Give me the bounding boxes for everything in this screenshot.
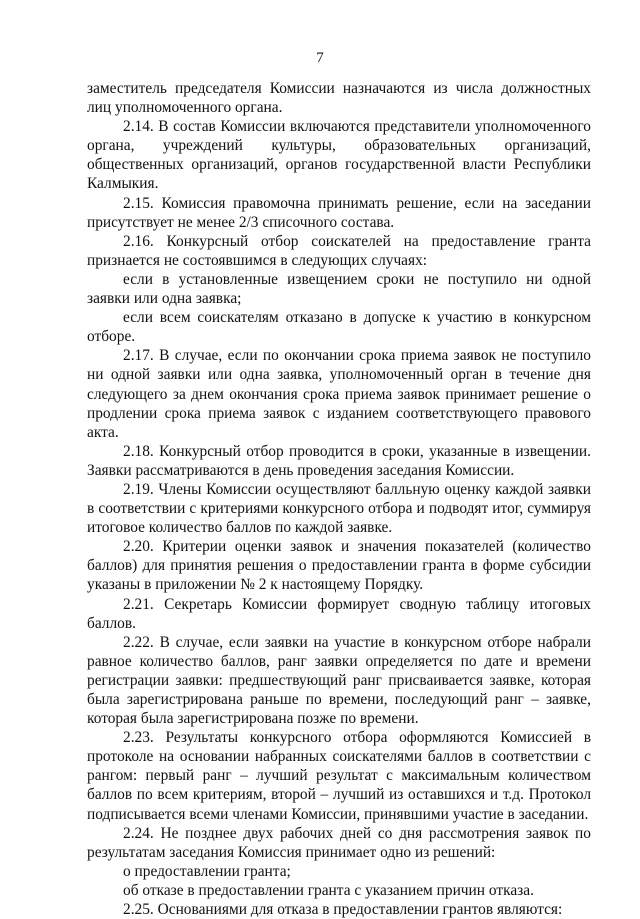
paragraph: 2.14. В состав Комиссии включаются представители уполномоченного органа, учреждений культуры, образовательных организаций, общественных организаций, органов государственной власти Республики Калмыкия. bbox=[87, 118, 591, 193]
paragraph: заместитель председателя Комиссии назначаются из числа должностных лиц уполномоченного органа. bbox=[87, 80, 591, 117]
paragraph: 2.22. В случае, если заявки на участие в конкурсном отборе набрали равное количество баллов, ранг заявки определяется по дате и времени регистрации заявки: предшествующий ранг присваивается заявке, которая была зарегистрирована раньше по времени, последующий ранг – заявке, которая была зарегистрирована позже по времени. bbox=[87, 633, 591, 728]
paragraph: 2.23. Результаты конкурсного отбора оформляются Комиссией в протоколе на основании набранных соискателями баллов в соответствии с рангом: первый ранг – лучший результат с максимальным количеством баллов по всем критериям, второй – лучший из оставшихся и т.д. Протокол подписывается всеми членами Комиссии, принявшими участие в заседании. bbox=[87, 729, 591, 823]
paragraph: 2.19. Члены Комиссии осуществляют балльную оценку каждой заявки в соответствии с критериями конкурсного отбора и подводят итог, суммируя итоговое количество баллов по каждой заявке. bbox=[87, 480, 591, 537]
paragraph: 2.20. Критерии оценки заявок и значения показателей (количество баллов) для принятия решения о предоставлении гранта в форме субсидии указаны в приложении № 2 к настоящему Порядку. bbox=[87, 538, 591, 594]
paragraph: 2.17. В случае, если по окончании срока приема заявок не поступило ни одной заявки или одна заявка, уполномоченный орган в течение дня следующего за днем окончания срока приема заявок принимает решение о продлении срока приема заявок с изданием соответствующего правового акта. bbox=[87, 347, 591, 441]
paragraph: 2.25. Основаниями для отказа в предоставлении грантов являются: bbox=[123, 901, 563, 919]
paragraph: 2.21. Секретарь Комиссии формирует сводную таблицу итоговых баллов. bbox=[87, 595, 591, 632]
paragraph: об отказе в предоставлении гранта с указанием причин отказа. bbox=[123, 881, 534, 899]
paragraph: если в установленные извещением сроки не поступило ни одной заявки или одна заявка; bbox=[87, 270, 591, 308]
paragraph: 2.24. Не позднее двух рабочих дней со дня рассмотрения заявок по результатам заседания Комиссия принимает одно из решений: bbox=[87, 824, 591, 861]
paragraph: если всем соискателям отказано в допуске к участию в конкурсном отборе. bbox=[87, 309, 591, 346]
paragraph: 2.16. Конкурсный отбор соискателей на предоставление гранта признается не состоявшимся в следующих случаях: bbox=[87, 232, 591, 269]
document-body bbox=[87, 79, 591, 919]
page-number: 7 bbox=[316, 50, 324, 66]
paragraph: о предоставлении гранта; bbox=[123, 862, 291, 880]
paragraph: 2.18. Конкурсный отбор проводится в сроки, указанные в извещении. Заявки рассматриваются в день проведения заседания Комиссии. bbox=[87, 442, 591, 479]
paragraph: 2.15. Комиссия правомочна принимать решение, если на заседании присутствует не менее 2/3 списочного состава. bbox=[87, 194, 591, 231]
